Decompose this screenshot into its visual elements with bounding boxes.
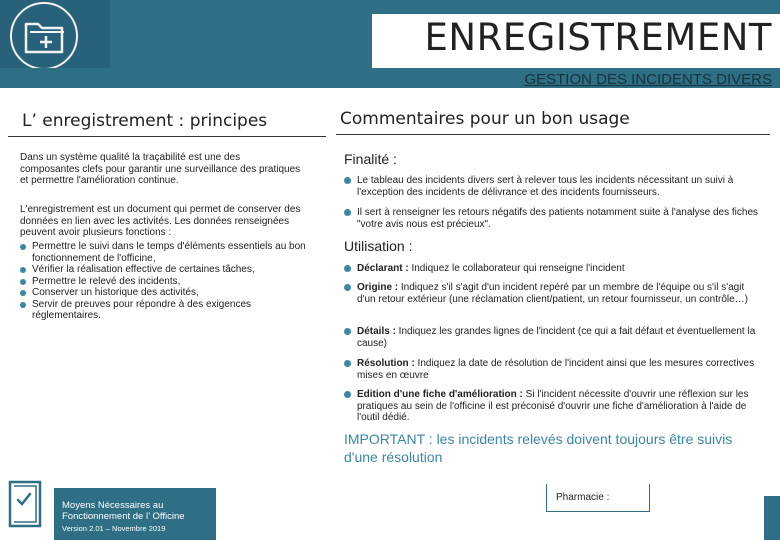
- left-intro: Dans un système qualité la traçabilité est une des composantes clefs pour garantir une surveillance des pratiques et permettre l'amélioration continue.: [20, 152, 301, 186]
- list-item: Permettre le relevé des incidents,: [20, 276, 310, 288]
- utilisation-item-resolution: [344, 358, 764, 381]
- important-note: IMPORTANT : les incidents relevés doivent toujours être suivis d'une résolution: [344, 431, 733, 465]
- utilisation-item-declarant: [344, 263, 764, 275]
- finalite-item: Le tableau des incidents divers sert à relever tous les incidents nécessitant un suivi à l'exception des incidents de délivrance et des incidents fournisseurs.: [344, 175, 764, 198]
- description: Si l'incident nécessite d'ouvrir une réflexion sur les pratiques au sein de l'officine il est préconisé d'ouvrir une fiche d'amélioration à l'aide de l'outil dédié.: [357, 389, 749, 423]
- utilisation-item-edition: [344, 389, 764, 424]
- description: Indiquez s'il s'agit d'un incident repéré par un membre de l'équipe ou s'il s'agit d'un retour extérieur (une réclamation client/patient, un retour fournisseur, un contrôle…): [357, 282, 749, 305]
- term: Edition d'une fiche d'amélioration :: [357, 389, 523, 400]
- list-item: Permettre le suivi dans le temps d'éléments essentiels au bon fonctionnement de l'officine,: [20, 241, 310, 264]
- footer-version: Version 2.01 – Novembre 2019: [62, 524, 166, 533]
- finalite-item: Il sert à renseigner les retours négatifs des patients notamment suite à l'analyse des fiches "votre avis nous est précieux".: [344, 207, 764, 230]
- page-subtitle: GESTION DES INCIDENTS DIVERS: [524, 71, 772, 88]
- right-heading-rule: [336, 134, 770, 135]
- description: Indiquez le collaborateur qui renseigne l'incident: [408, 263, 625, 274]
- list-item: Servir de preuves pour répondre à des exigences réglementaires.: [20, 299, 310, 322]
- logo-badge: [10, 2, 78, 70]
- description: Indiquez la date de résolution de l'incident ainsi que les mesures correctives mises en œuvre: [357, 358, 755, 381]
- folder-plus-icon: [12, 4, 76, 68]
- list-item: Conserver un historique des activités,: [20, 287, 310, 299]
- list-item: Vérifier la réalisation effective de certaines tâches,: [20, 264, 310, 276]
- corner-accent: [764, 496, 780, 540]
- term: Résolution :: [357, 358, 415, 369]
- description: Indiquez les grandes lignes de l'incident (ce qui a fait défaut et éventuellement la cause): [357, 326, 756, 349]
- term: Origine :: [357, 282, 399, 293]
- pharmacie-label: Pharmacie :: [556, 492, 610, 503]
- term: Déclarant :: [357, 263, 409, 274]
- page-title: ENREGISTREMENT: [424, 16, 772, 59]
- footer-line1: Moyens Nécessaires au: [62, 500, 164, 511]
- term: Détails :: [357, 326, 396, 337]
- book-check-icon: [4, 474, 46, 534]
- left-heading-rule: [8, 136, 326, 137]
- footer-title: [62, 500, 185, 522]
- left-bullet-list: [20, 241, 310, 322]
- left-heading: L’ enregistrement : principes: [22, 111, 268, 131]
- right-heading: Commentaires pour un bon usage: [340, 109, 630, 129]
- footer-line2: Fonctionnement de l’ Officine: [62, 511, 185, 522]
- utilisation-heading: Utilisation :: [344, 238, 413, 254]
- left-para2: L'enregistrement est un document qui permet de conserver des données en lien avec les activités. Les données renseignées peuvent avoir plusieurs fonctions :: [20, 204, 301, 238]
- utilisation-item-details: [344, 326, 764, 349]
- finalite-heading: Finalité :: [344, 151, 397, 167]
- utilisation-item-origine: [344, 282, 764, 305]
